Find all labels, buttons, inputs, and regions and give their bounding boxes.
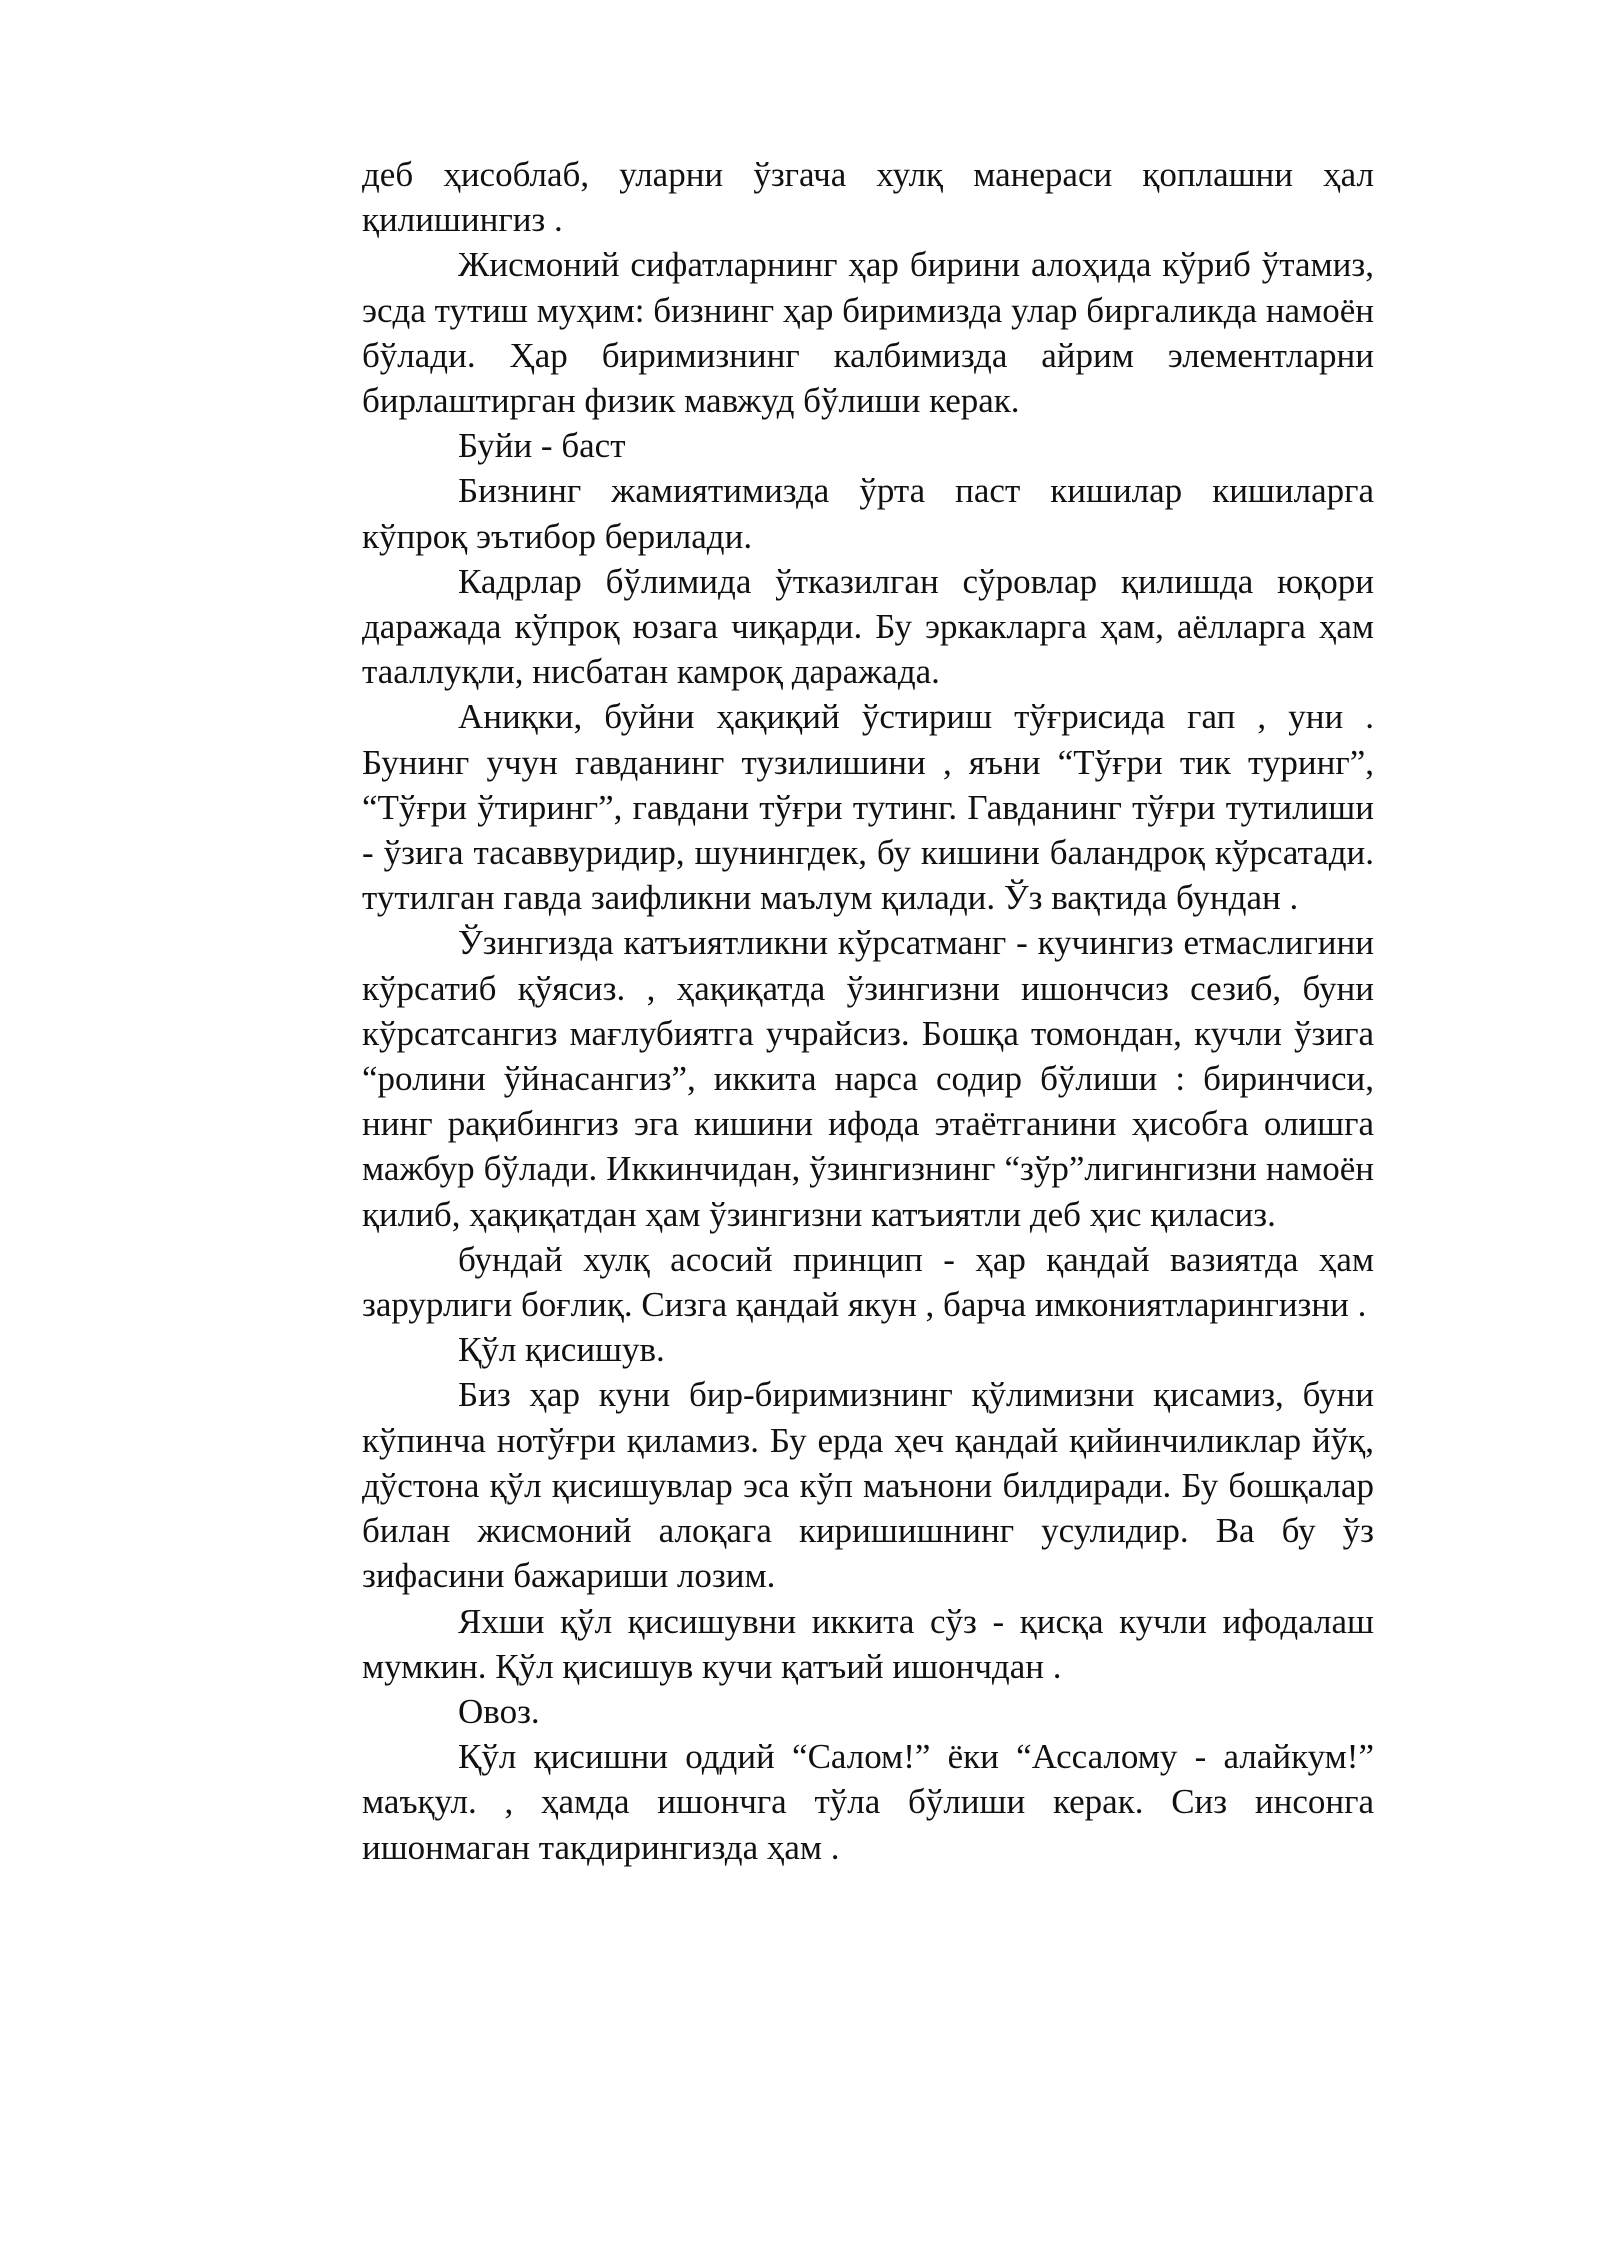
section-heading: Қўл қисишув. (458, 1330, 665, 1370)
paragraph: Жисмоний сифатларнинг ҳар бирини алоҳида кўриб ўтамиз, эсда тутиш муҳим: бизнинг ҳар биримизда улар биргаликда намоён бўлади. Ҳар биримизнинг калбимизда айрим элементларни бирлаштирган физик мавжуд бўлиши керак. (362, 245, 1375, 421)
paragraph: бундай хулқ асосий принцип - ҳар қандай вазиятда ҳам зарурлиги боғлиқ. Сизга қандай якун , барча имкониятларингизни . (362, 1239, 1374, 1325)
section-heading: Буйи - баст (458, 426, 626, 466)
paragraph: Ўзингизда катъиятликни кўрсатманг - кучингиз етмаслигини кўрсатиб қўясиз. , ҳақиқатда ўзингизни ишончсиз сезиб, буни кўрсатсангиз мағлубиятга учрайсиз. Бошқа томондан, кучли ўзига “ролини ўйнасангиз”, иккита нарса содир бўлиши : биринчиси, нинг рақибингиз эга кишини ифода этаётганини ҳисобга олишга мажбур бўлади. Иккинчидан, ўзингизнинг “зўр”лигингизни намоён қилиб, ҳақиқатдан ҳам ўзингизни катъиятли деб ҳис қиласиз. (362, 923, 1374, 1234)
paragraph: Яхши қўл қисишувни иккита сўз - қисқа кучли ифодалаш мумкин. Қўл қисишув кучи қатъий ишончдан . (362, 1601, 1374, 1686)
paragraph: Қўл қисишни оддий “Салом!” ёки “Ассалому - алайкум!” маъқул. , ҳамда ишончга тўла бўлиши керак. Сиз инсонга ишонмаган такдирингизда ҳам . (362, 1737, 1374, 1867)
paragraph: деб ҳисоблаб, уларни ўзгача хулқ манераси қоплашни ҳал қилишингиз . (362, 155, 1374, 240)
text-column (362, 152, 1374, 1870)
paragraph: Кадрлар бўлимида ўтказилган сўровлар қилишда юқори даражада кўпроқ юзага чиқарди. Бу эркакларга ҳам, аёлларга ҳам тааллуқли, нисбатан камроқ даражада. (362, 561, 1374, 692)
section-heading: Овоз. (458, 1691, 540, 1731)
paragraph: Аниқки, буйни ҳақиқий ўстириш тўғрисида гап , уни . Бунинг учун гавданинг тузилишини , яъни “Тўғри тик туринг”, “Тўғри ўтиринг”, гавдани тўғри тутинг. Гавданинг тўғри тутилиши - ўзига тасаввуридир, шунингдек, бу кишини баландроқ кўрсатади. тутилган гавда заифликни маълум қилади. Ўз вақтида бундан . (362, 697, 1374, 918)
paragraph: Бизнинг жамиятимизда ўрта паст кишилар кишиларга кўпроқ эътибор берилади. (362, 471, 1374, 556)
paragraph: Биз ҳар куни бир-биримизнинг қўлимизни қисамиз, буни кўпинча нотўғри қиламиз. Бу ерда ҳеч қандай қийинчиликлар йўқ, дўстона қўл қисишувлар эса кўп маънони билдиради. Бу бошқалар билан жисмоний алоқага киришишнинг усулидир. Ва бу ўз зифасини бажариши лозим. (362, 1375, 1374, 1596)
